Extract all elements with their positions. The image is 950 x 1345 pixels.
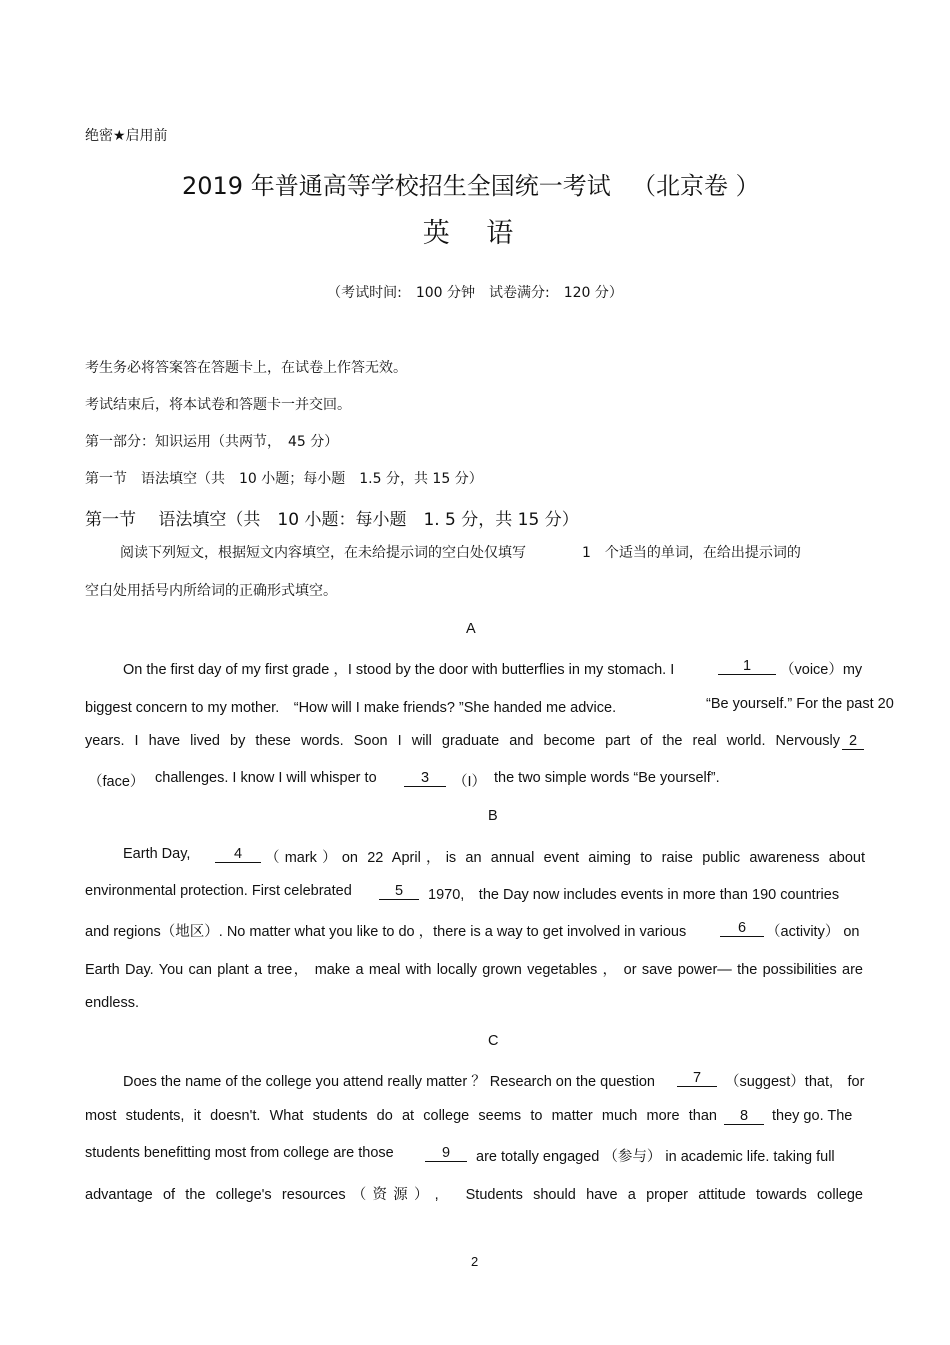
hint: （suggest）that, for [725, 1074, 865, 1090]
passage-text: students benefitting most from college are those [85, 1145, 394, 1161]
passage-text: biggest concern to my mother. “How will I make friends? ”She handed me advice. [85, 700, 617, 716]
passage-label: B [488, 808, 498, 824]
passage-text: （mark）on 22 April，is an annual event aiming to raise public awareness about [265, 850, 865, 866]
passage-text: the two simple words “Be yourself”. [494, 770, 720, 786]
blank-2: 2 [842, 733, 864, 750]
directions: 阅读下列短文，根据短文内容填空，在未给提示词的空白处仅填写 1 个适当的单词，在给出提示词的 [120, 545, 801, 561]
passage-text: they go. The [772, 1108, 853, 1124]
section-heading: 第一节 语法填空（共 10 小题；每小题 1.5 分，共 15 分） [85, 471, 483, 487]
blank-3: 3 [404, 770, 446, 787]
blank-1: 1 [718, 658, 776, 675]
passage-text: advantage of the college's resources（资源）, Students should have a proper attitude towards college [85, 1187, 863, 1203]
subject-title: 英 语 [422, 218, 528, 249]
passage-text: On the first day of my first grade ，I stood by the door with butterflies in my stomach. I [123, 662, 675, 678]
passage-text: and regions（地区）. No matter what you like to do ，there is a way to get involved in various [85, 924, 687, 940]
passage-text: Earth Day. You can plant a tree， make a meal with locally grown vegetables ， or save power— the possibilities are [85, 962, 863, 978]
confidential-mark: 绝密★启用前 [85, 128, 168, 144]
hint: （voice）my [780, 662, 863, 678]
passage-text: challenges. I know I will whisper to [155, 770, 377, 786]
instruction-line: 考生务必将答案答在答题卡上，在试卷上作答无效。 [85, 360, 407, 376]
section-heading-large: 第一节 语法填空（共 10 小题：每小题 1. 5 分，共 15 分） [85, 510, 579, 530]
exam-info: （考试时间: 100 分钟 试卷满分: 120 分） [327, 285, 623, 301]
passage-text: Does the name of the college you attend really matter ？ Research on the question [123, 1074, 655, 1090]
blank-7: 7 [677, 1070, 717, 1087]
exam-title: 2019 年普通高等学校招生全国统一考试 [182, 172, 611, 200]
passage-label: A [466, 621, 476, 637]
passage-text: are totally engaged （参与） in academic life. taking full [476, 1149, 835, 1165]
blank-5: 5 [379, 883, 419, 900]
directions: 空白处用括号内所给词的正确形式填空。 [85, 583, 337, 599]
hint: （face） [88, 774, 145, 790]
instruction-line: 考试结束后，将本试卷和答题卡一并交回。 [85, 397, 351, 413]
blank-6: 6 [720, 920, 764, 937]
hint: （activity） on [766, 924, 860, 940]
passage-text: most students, it doesn't. What students do at college seems to matter much more than [85, 1108, 717, 1124]
blank-8: 8 [724, 1108, 764, 1125]
blank-4: 4 [215, 846, 261, 863]
hint: （I） [453, 774, 487, 790]
passage-text: years. I have lived by these words. Soon I will graduate and become part of the real world. Nervously [85, 733, 840, 749]
passage-label: C [488, 1033, 499, 1049]
passage-text: endless. [85, 995, 140, 1011]
blank-9: 9 [425, 1145, 467, 1162]
part-heading: 第一部分：知识运用（共两节， 45 分） [85, 434, 339, 450]
page-number: 2 [471, 1254, 479, 1269]
passage-text: Earth Day, [123, 846, 191, 862]
passage-text: 1970, the Day now includes events in more than 190 countries [428, 887, 840, 903]
exam-region: （北京卷 ） [632, 172, 760, 200]
passage-text: environmental protection. First celebrated [85, 883, 352, 899]
passage-text: “Be yourself.” For the past 20 [706, 696, 894, 712]
